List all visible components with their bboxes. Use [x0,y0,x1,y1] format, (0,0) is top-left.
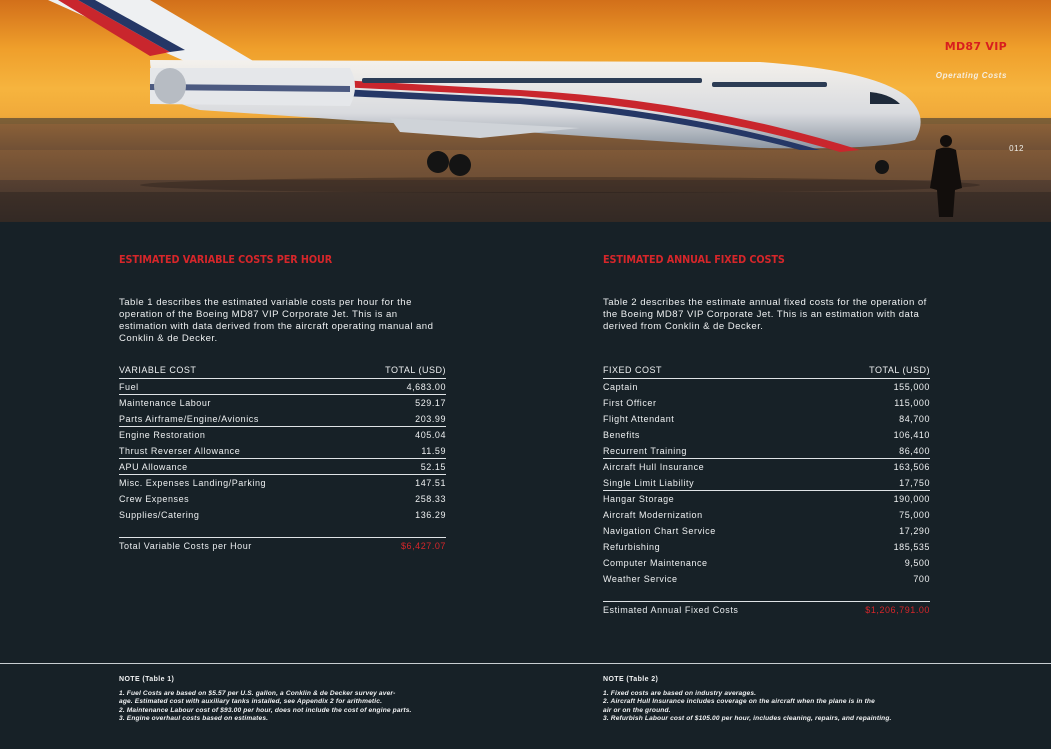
fixed-costs-title: ESTIMATED ANNUAL FIXED COSTS [603,254,785,266]
row-value: 84,700 [899,414,930,424]
page-number: 012 [1009,144,1024,153]
table-row [603,475,930,491]
table-row [119,443,446,459]
table-row [119,507,446,523]
note-line: 2. Aircraft Hull Insurance includes coverage on the aircraft when the plane is in the [603,698,875,706]
fixed-costs-table [603,365,930,618]
row-label: Engine Restoration [119,430,206,440]
note-table-2 [603,676,943,724]
fixed-total-label: Estimated Annual Fixed Costs [603,605,739,615]
variable-costs-intro: Table 1 describes the estimated variable costs per hour for the operation of the Boeing MD87 VIP Corporate Jet. This is an estimation with data derived from the aircraft operating manual and Conklin & de Decker. [119,297,434,344]
variable-costs-table [119,365,446,554]
note-line: air or on the ground. [603,706,671,714]
row-value: 190,000 [893,494,930,504]
brand-subtitle: Operating Costs [935,71,1007,80]
table-row [603,507,930,523]
row-label: Hangar Storage [603,494,675,504]
row-value: 9,500 [904,558,930,568]
table-row [603,395,930,411]
row-label: Recurrent Training [603,446,687,456]
note-line: 3. Engine overhaul costs based on estimates. [119,715,269,723]
note-line: 2. Maintenance Labour cost of $93.00 per hour, does not include the cost of engine parts. [119,706,412,714]
row-value: 700 [913,574,930,584]
row-label: First Officer [603,398,657,408]
note-line: 1. Fuel Costs are based on $5.57 per U.S. gallon, a Conklin & de Decker survey aver- [119,689,396,697]
row-label: Aircraft Hull Insurance [603,462,705,472]
row-value: 163,506 [893,462,930,472]
note-line: age. Estimated cost with auxiliary tanks installed, see Appendix 2 for arithmetic. [119,698,383,706]
row-value: 75,000 [899,510,930,520]
row-label: Parts Airframe/Engine/Avionics [119,414,259,424]
table-row [119,379,446,395]
col-total-header: TOTAL (USD) [869,365,930,375]
col-label-header: FIXED COST [603,365,663,375]
table-row [119,491,446,507]
table-row [119,411,446,427]
table-row [603,539,930,555]
table-row [603,379,930,395]
row-label: Flight Attendant [603,414,675,424]
row-label: Fuel [119,382,139,392]
brand-title: MD87 VIP [944,40,1007,53]
table-row [603,571,930,587]
note-line: 1. Fixed costs are based on industry averages. [603,689,757,697]
fixed-costs-intro: Table 2 describes the estimate annual fixed costs for the operation of the Boeing MD87 VIP Corporate Jet. This is an estimation with data derived from Conklin & de Decker. [603,297,927,332]
note-line: 3. Refurbish Labour cost of $105.00 per hour, includes cleaning, repairs, and repainting. [603,715,892,723]
row-label: Aircraft Modernization [603,510,703,520]
col-total-header: TOTAL (USD) [385,365,446,375]
row-label: Crew Expenses [119,494,190,504]
row-label: Captain [603,382,638,392]
variable-total-value: $6,427.07 [401,541,446,551]
fixed-costs-section [603,254,930,644]
variable-costs-title: ESTIMATED VARIABLE COSTS PER HOUR [119,254,333,266]
fixed-total-value: $1,206,791.00 [865,605,930,615]
row-label: Maintenance Labour [119,398,211,408]
variable-total-row [119,538,446,554]
row-value: 115,000 [894,398,930,408]
table-row [119,459,446,475]
hero-photo [0,0,1051,222]
row-value: 258.33 [415,494,446,504]
row-label: Computer Maintenance [603,558,708,568]
row-value: 11.59 [421,446,446,456]
row-label: Single Limit Liability [603,478,695,488]
table-row [603,427,930,443]
table-row [603,411,930,427]
row-label: Navigation Chart Service [603,526,716,536]
table-row [119,475,446,491]
row-value: 136.29 [415,510,446,520]
row-value: 529.17 [415,398,446,408]
row-value: 106,410 [893,430,930,440]
fixed-total-row [603,602,930,618]
row-label: Thrust Reverser Allowance [119,446,241,456]
variable-total-label: Total Variable Costs per Hour [119,541,252,551]
row-label: Supplies/Catering [119,510,200,520]
row-value: 17,750 [899,478,930,488]
row-label: Misc. Expenses Landing/Parking [119,478,267,488]
row-value: 4,683.00 [406,382,446,392]
table-header [603,365,930,378]
row-value: 17,290 [899,526,930,536]
col-label-header: VARIABLE COST [119,365,197,375]
table-row [603,459,930,475]
row-value: 52.15 [420,462,446,472]
row-value: 155,000 [893,382,930,392]
row-label: Benefits [603,430,640,440]
row-value: 185,535 [893,542,930,552]
jet-illustration [0,0,1051,222]
table-row [603,443,930,459]
row-label: Weather Service [603,574,678,584]
row-value: 203.99 [415,414,446,424]
table-row [119,427,446,443]
note-table-2-title: NOTE (Table 2) [603,676,659,683]
table-header [119,365,446,378]
brand-block [936,40,1007,80]
row-value: 405.04 [415,430,446,440]
row-label: APU Allowance [119,462,188,472]
table-row [119,395,446,411]
table-row [603,491,930,507]
note-table-1-title: NOTE (Table 1) [119,676,175,683]
note-table-1 [119,676,459,724]
row-value: 86,400 [899,446,930,456]
row-value: 147.51 [415,478,446,488]
row-label: Refurbishing [603,542,661,552]
table-row [603,555,930,571]
notes-divider [0,663,1051,664]
table-row [603,523,930,539]
variable-costs-section [119,254,446,574]
